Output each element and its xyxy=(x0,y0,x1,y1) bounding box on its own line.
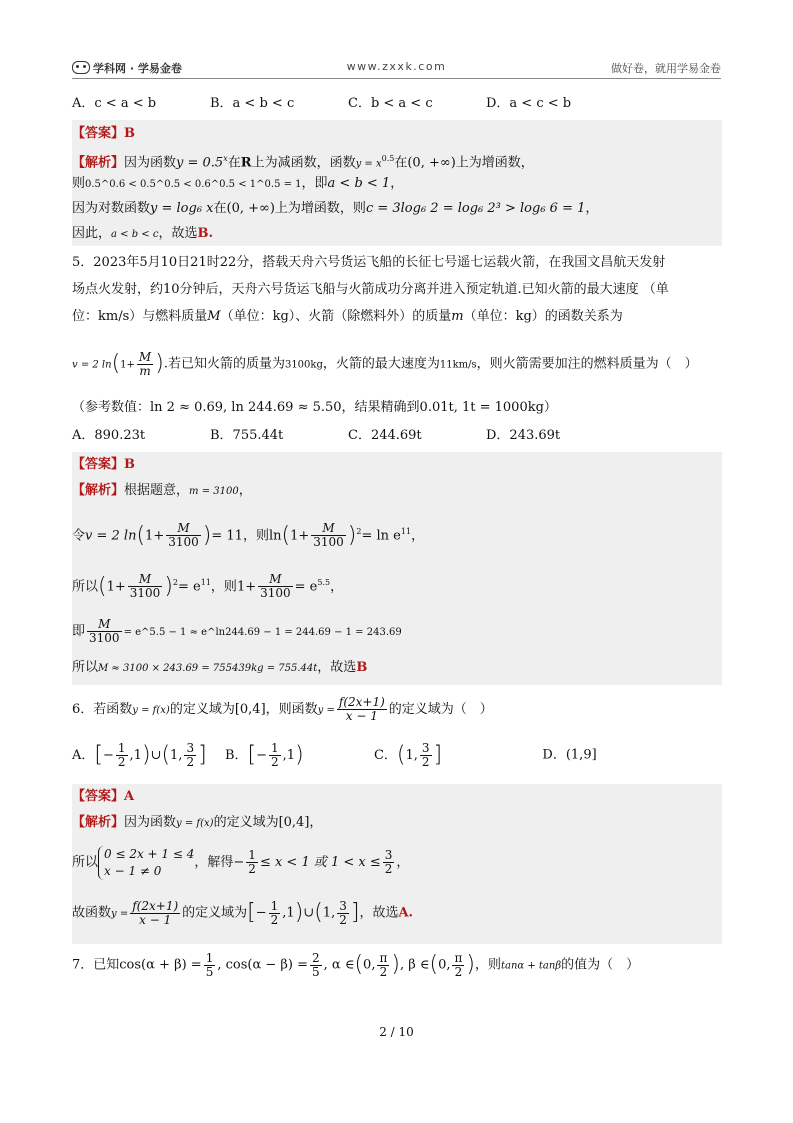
q4-analysis-line-3: 因为对数函数y = log₆ x在(0, +∞)上为增函数，则c = 3log₆ 2 = log₆ 2³ > log₆ 6 = 1， xyxy=(72,201,599,216)
q4-analysis-line-2: 则0.5^0.6 < 0.5^0.5 < 0.6^0.5 < 1^0.5 = 1，即a < b < 1， xyxy=(72,176,404,191)
site-url: www.zxxk.com xyxy=(346,60,447,73)
q5-stem-line-3: 位：km/s）与燃料质量M（单位：kg）、火箭（除燃料外）的质量m（单位：kg）的函数关系为 xyxy=(72,309,623,324)
q6-answer: 【答案】A xyxy=(72,789,135,804)
q7-stem: 7．已知cos(α + β) = $\frac{1}{5}$ , cos(α − β) = $\frac{2}{5}$ , α ∈(0, $\frac{\pi}{2}$ ), β ∈(0, $\frac{\pi}{2}$ )，则tanα + tanβ的值为（ ） xyxy=(72,950,640,979)
q4-option-b: B．a < b < c xyxy=(210,96,295,111)
q5-stem-line-1: 5．2023年5月10日21时22分，搭载天舟六号货运飞船的长征七号遥七运载火箭，在我国文昌航天发射 xyxy=(72,255,666,270)
q6-option-a: A．[− $\frac{1}{2}$ ,1)∪(1, $\frac{3}{2}$ ] xyxy=(72,740,207,769)
q5-analysis-line-2: 令v = 2 ln(1+ $\frac{M}{3100}$ )= 11，则ln(1+ $\frac{M}{3100}$ )$^2= \ln e^{11}$， xyxy=(72,521,425,550)
q4-option-a: A．c < a < b xyxy=(72,96,157,111)
q6-analysis-line-2: 所以 0 ≤ 2x + 1 ≤ 4 x − 1 ≠ 0 ，解得− $\frac{1}{2}$ ≤ x < 1 或 1 < x ≤ $\frac{3}{2}$ ， xyxy=(72,846,410,878)
q4-analysis-line-1: 【解析】因为函数$y = 0.5^x$在R上为减函数，函数$y = x^{0.5}$在(0, +∞)上为增函数， xyxy=(72,154,534,171)
q5-analysis-line-3: 所以(1+ $\frac{M}{3100}$ )$^2= e^{11}$，则1+ $\frac{M}{3100}$ = $e^{5.5}$， xyxy=(72,572,344,601)
page-header xyxy=(72,58,721,79)
q5-stem-line-2: 场点火发射，约10分钟后，天舟六号货运飞船与火箭成功分离并进入预定轨道.已知火箭的最大速度 （单 xyxy=(72,282,669,297)
q5-reference-values: （参考数值：ln 2 ≈ 0.69, ln 244.69 ≈ 5.50，结果精确到0.01t, 1t = 1000kg） xyxy=(72,400,557,415)
q4-option-c: C．b < a < c xyxy=(348,96,433,111)
q5-analysis-line-1: 【解析】根据题意，m = 3100， xyxy=(72,483,252,498)
q5-analysis-line-4: 即 $\frac{M}{3100}$ = e^5.5 − 1 ≈ e^ln244.69 − 1 = 244.69 − 1 = 243.69 xyxy=(72,617,402,645)
site-logo: 学科网 · 学易金卷 xyxy=(72,60,182,76)
q5-option-a: A．890.23t xyxy=(72,428,146,443)
q4-answer: 【答案】B xyxy=(72,126,136,141)
q6-options xyxy=(72,735,597,776)
q6-analysis-line-3: 故函数y = $\frac{f(2x+1)}{x - 1}$ 的定义域为[− $\frac{1}{2}$ ,1)∪(1, $\frac{3}{2}$ ]，故选A. xyxy=(72,898,414,927)
page-number: 2 / 10 xyxy=(379,1025,414,1039)
q6-analysis-line-1: 【解析】因为函数y = f(x)的定义域为[0,4]， xyxy=(72,815,323,830)
q5-option-c: C．244.69t xyxy=(348,428,422,443)
q4-analysis-line-4: 因此，a < b < c，故选B. xyxy=(72,226,213,241)
q5-answer: 【答案】B xyxy=(72,457,136,472)
q5-stem-line-4: v = 2 ln(1+ $\frac{M}{m}$ ).若已知火箭的质量为3100kg，火箭的最大速度为11km/s，则火箭需要加注的燃料质量为（ ） xyxy=(72,349,698,378)
q4-option-d: D．a < c < b xyxy=(486,96,572,111)
q6-stem: 6．若函数y = f(x)的定义域为[0,4]，则函数y = $\frac{f(2x+1)}{x - 1}$ 的定义域为（ ） xyxy=(72,695,493,723)
q6-option-c: C．(1, $\frac{3}{2}$ ] xyxy=(373,740,443,769)
q5-option-d: D．243.69t xyxy=(486,428,561,443)
header-slogan: 做好卷，就用学易金卷 xyxy=(611,62,721,75)
q6-option-d: D．(1,9] xyxy=(542,747,597,763)
q5-analysis-line-5: 所以M ≈ 3100 × 243.69 = 755439kg = 755.44t，故选B xyxy=(72,660,368,675)
q5-option-b: B．755.44t xyxy=(210,428,284,443)
q6-option-b: B．[− $\frac{1}{2}$ ,1) xyxy=(224,740,304,769)
